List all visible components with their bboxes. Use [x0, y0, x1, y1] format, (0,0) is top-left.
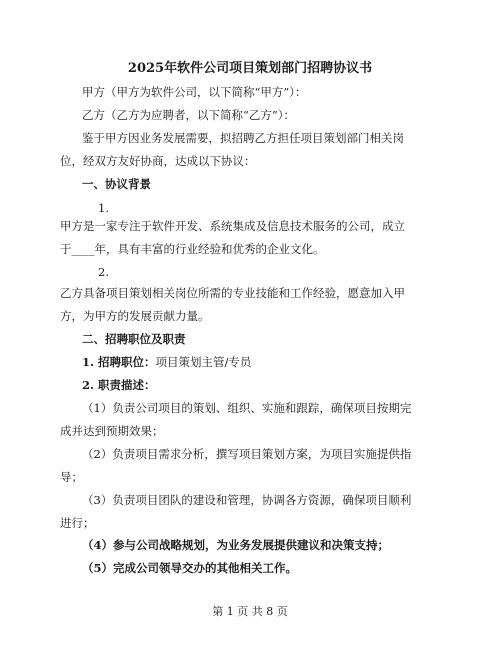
duty-1-line-1: （1）负责公司项目的策划、组织、实施和跟踪，确保项目按期完 — [82, 401, 412, 415]
duty-1-line-2: 成并达到预期效果； — [60, 424, 164, 438]
party-a-line: 甲方（甲方为软件公司，以下简称“甲方”）： — [82, 85, 307, 99]
section-1-item-1-number: 1. — [98, 201, 109, 215]
document-title: 2025年软件公司项目策划部门招聘协议书 — [127, 61, 373, 76]
page-footer: 第 1 页 共 8 页 — [212, 605, 288, 618]
section-1-heading: 一、协议背景 — [82, 177, 151, 191]
duty-2-line-2: 导； — [60, 470, 83, 484]
duty-3-line-1: （3）负责项目团队的建设和管理，协调各方资源，确保项目顺利 — [82, 493, 412, 507]
section-1-item-2-line-1: 乙方具备项目策划相关岗位所需的专业技能和工作经验，愿意加入甲 — [60, 286, 405, 300]
position-value: 项目策划主管/专员 — [155, 355, 252, 369]
duty-4-line: （4）参与公司战略规划，为业务发展提供建议和决策支持； — [82, 538, 389, 552]
intro-paragraph-line-1: 鉴于甲方因业务发展需要，拟招聘乙方担任项目策划部门相关岗 — [82, 131, 404, 145]
position-label: 1. 招聘职位： — [82, 355, 156, 369]
position-line — [82, 354, 472, 370]
section-1-item-2-line-2: 方，为甲方的发展贡献力量。 — [60, 309, 210, 323]
duty-2-line-1: （2）负责项目需求分析，撰写项目策划方案，为项目实施提供指 — [82, 447, 412, 461]
duty-description-label: 2. 职责描述： — [82, 378, 156, 392]
party-b-line: 乙方（乙方为应聘者，以下简称“乙方”）： — [82, 108, 296, 122]
duty-3-line-2: 进行； — [60, 516, 95, 530]
section-1-item-2-number: 2. — [98, 265, 109, 279]
intro-paragraph-line-2: 位，经双方友好协商，达成以下协议： — [60, 154, 256, 168]
section-1-item-1-line-2: 于____年，具有丰富的行业经验和优秀的企业文化。 — [60, 242, 325, 256]
duty-5-line: （5）完成公司领导交办的其他相关工作。 — [82, 561, 297, 575]
section-2-heading: 二、招聘职位及职责 — [82, 332, 186, 346]
section-1-item-1-line-1: 甲方是一家专注于软件开发、系统集成及信息技术服务的公司，成立 — [60, 219, 405, 233]
